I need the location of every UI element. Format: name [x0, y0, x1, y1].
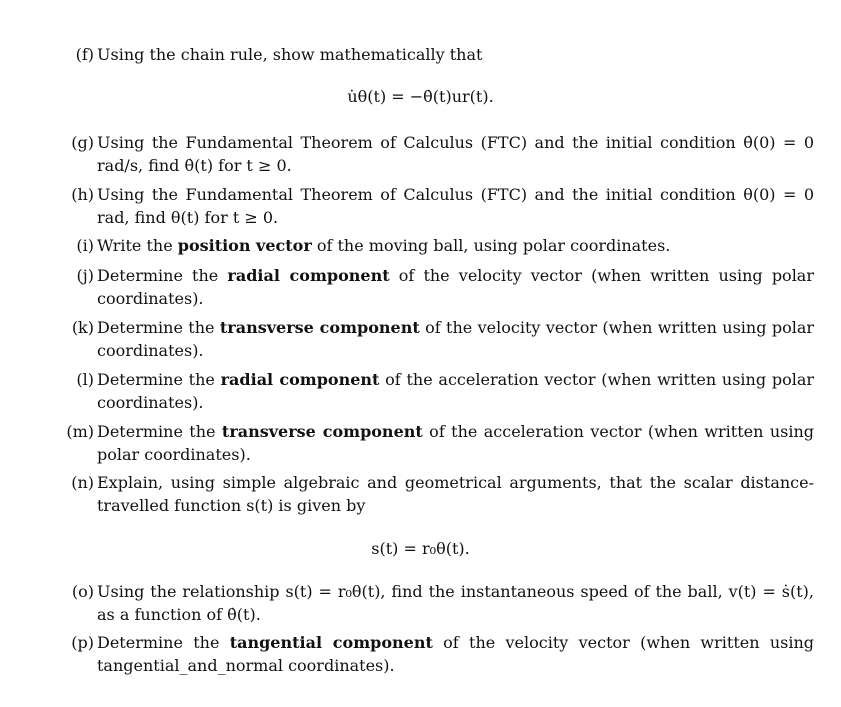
item-text: Using the chain rule, show mathematically that: [97, 45, 483, 64]
item-label: (m): [66, 422, 94, 441]
text-post: of the velocity vector (when written using polar coordinates).: [97, 266, 814, 308]
text-pre: Determine the: [97, 318, 220, 337]
bold-term: transverse component: [219, 318, 420, 337]
item-text: Using the Fundamental Theorem of Calculus (FTC) and the initial condition θ(0) = 0 rad, find θ(t) for t ≥ 0.: [97, 185, 814, 227]
item-label: (n): [71, 473, 94, 492]
item-label: (k): [71, 318, 94, 337]
item-text: [97, 234, 814, 257]
text-pre: Determine the: [97, 633, 230, 652]
item-l: [50, 368, 814, 414]
bold-term: radial component: [220, 370, 380, 389]
item-label: (l): [76, 370, 94, 389]
item-label: (h): [71, 185, 94, 204]
item-n: [50, 471, 814, 517]
item-label: (g): [71, 133, 94, 152]
item-text: Using the Fundamental Theorem of Calculus (FTC) and the initial condition θ̇(0) = 0 rad/s, find θ̇(t) for t ≥ 0.: [97, 133, 814, 175]
item-f: [50, 43, 814, 66]
item-h: [50, 183, 814, 229]
item-label: (o): [71, 582, 94, 601]
item-j: [50, 264, 814, 310]
item-label: (j): [76, 266, 94, 285]
item-text: [97, 631, 814, 677]
bold-term: tangential component: [229, 633, 433, 652]
item-text: Using the relationship s(t) = r₀θ(t), find the instantaneous speed of the ball, v(t) = ṡ(t), as a function of θ̇(t).: [97, 582, 814, 624]
bold-term: radial component: [227, 266, 390, 285]
item-label: (p): [71, 633, 94, 652]
item-text: [97, 420, 814, 466]
text-post: of the acceleration vector (when written using polar coordinates).: [97, 422, 815, 464]
item-i: [50, 234, 814, 257]
item-text: [97, 316, 814, 362]
item-g: [50, 131, 814, 177]
item-m: [50, 420, 814, 466]
text-pre: Determine the: [97, 370, 221, 389]
item-label: (i): [76, 236, 94, 255]
text-pre: Determine the: [97, 422, 222, 441]
item-o: [50, 580, 814, 626]
text-pre: Write the: [97, 236, 178, 255]
text-post: of the acceleration vector (when written using polar coordinates).: [97, 370, 815, 412]
item-text: Explain, using simple algebraic and geometrical arguments, that the scalar distance-travelled function s(t) is given by: [97, 473, 814, 515]
item-p: [50, 631, 814, 677]
item-text: [97, 368, 814, 414]
item-k: [50, 316, 814, 362]
bold-term: position vector: [177, 236, 312, 255]
equation-f: u̇θ(t) = −θ̇(t)ur(t).: [347, 87, 494, 106]
bold-term: transverse component: [221, 422, 423, 441]
equation-n: s(t) = r₀θ(t).: [371, 539, 470, 558]
text-post: of the moving ball, using polar coordinates.: [311, 236, 671, 255]
text-post: of the velocity vector (when written using polar coordinates).: [97, 318, 815, 360]
item-label: (f): [75, 45, 94, 64]
text-post: of the velocity vector (when written using tangential_and_normal coordinates).: [97, 633, 815, 675]
item-text: [97, 264, 814, 310]
text-pre: Determine the: [97, 266, 228, 285]
